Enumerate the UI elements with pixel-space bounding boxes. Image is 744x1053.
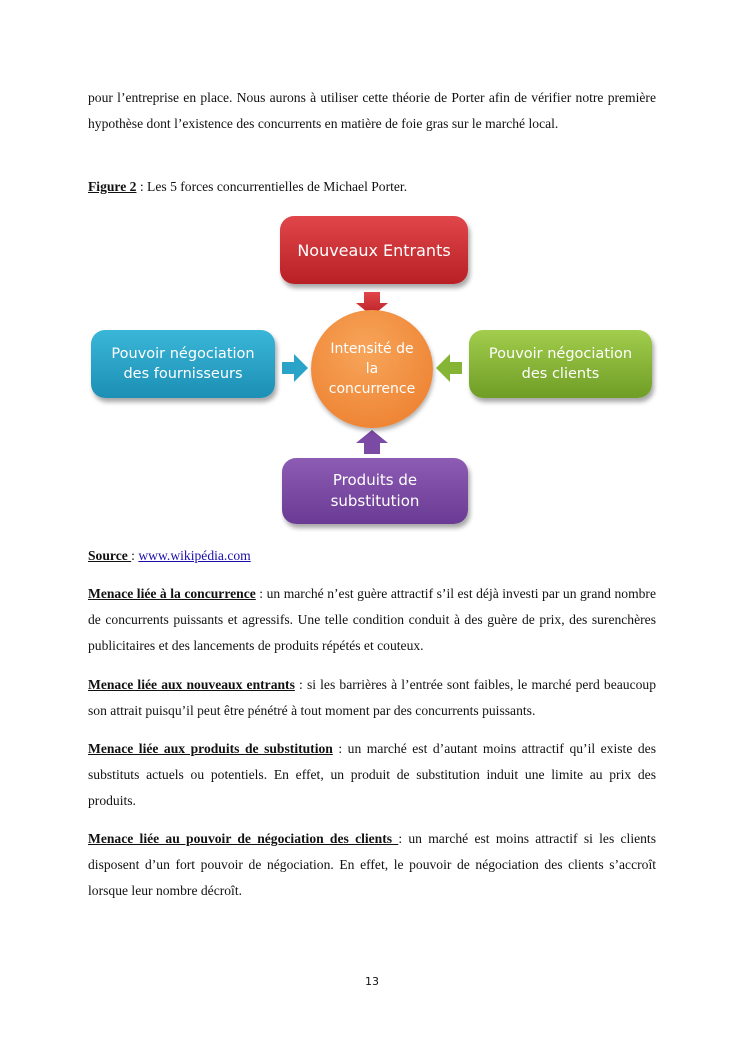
source-link[interactable]: www.wikipédia.com — [138, 548, 251, 563]
paragraph-label: Menace liée au pouvoir de négociation des clients — [88, 831, 399, 846]
source-line — [88, 543, 656, 569]
box-pouvoir-clients — [469, 330, 652, 398]
paragraph-label: Menace liée à la concurrence — [88, 586, 256, 601]
arrow-left-icon — [436, 354, 462, 382]
page-number: 13 — [365, 975, 379, 988]
paragraph-text: : un marché n’est guère attractif s’il est déjà investi par un grand nombre de concurrents puissants et agressifs. Une telle condition conduit à des guère de prix, des surenchères publicitaires et des lancements de produits répétés et couteux. — [88, 586, 656, 653]
circle-intensite-label: Intensité de la concurrence — [328, 341, 416, 397]
paragraph-label: Menace liée aux produits de substitution — [88, 741, 333, 756]
box-nouveaux-entrants — [280, 216, 468, 284]
source-separator: : — [131, 548, 139, 563]
box-produits-substitution — [282, 458, 468, 524]
paragraph-label: Menace liée aux nouveaux entrants — [88, 677, 295, 692]
box-pouvoir-fournisseurs-label: Pouvoir négociation des fournisseurs — [111, 346, 255, 382]
figure-caption-text: : Les 5 forces concurrentielles de Michael Porter. — [136, 179, 408, 194]
source-label: Source — [88, 548, 132, 563]
paragraph-text: : si les barrières à l’entrée sont faibles, le marché perd beaucoup son attrait puisqu’il peut être pénétré à tout moment par des concurrents puissants. — [88, 677, 656, 718]
paragraph-menace-nouveaux-entrants — [88, 672, 656, 724]
paragraph-menace-substitution — [88, 736, 656, 814]
paragraph-text: : un marché est d’autant moins attractif qu’il existe des substituts actuels ou potentiels. En effet, un produit de substitution induit une limite au prix des produits. — [88, 741, 656, 808]
intro-paragraph: pour l’entreprise en place. Nous aurons à utiliser cette théorie de Porter afin de vérifier notre première hypothèse dont l’existence des concurrents en matière de foie gras sur le marché local. — [88, 90, 656, 131]
box-pouvoir-fournisseurs — [91, 330, 275, 398]
box-nouveaux-entrants-label: Nouveaux Entrants — [297, 240, 451, 260]
circle-intensite-concurrence — [311, 310, 433, 428]
box-pouvoir-clients-label: Pouvoir négociation des clients — [488, 346, 633, 382]
figure-label: Figure 2 — [88, 179, 137, 194]
arrow-right-icon — [282, 354, 308, 382]
paragraph-menace-concurrence — [88, 581, 656, 659]
box-produits-substitution-label: Produits de substitution — [330, 471, 420, 510]
paragraph-menace-clients — [88, 826, 656, 904]
arrow-up-icon — [356, 430, 388, 454]
figure-caption — [88, 174, 656, 200]
paragraph-text: : un marché est moins attractif si les clients disposent d’un fort pouvoir de négociation. En effet, le pouvoir de négociation des clients s’accroît lorsque leur nombre décroît. — [88, 831, 656, 898]
porter-five-forces-diagram — [80, 208, 664, 538]
